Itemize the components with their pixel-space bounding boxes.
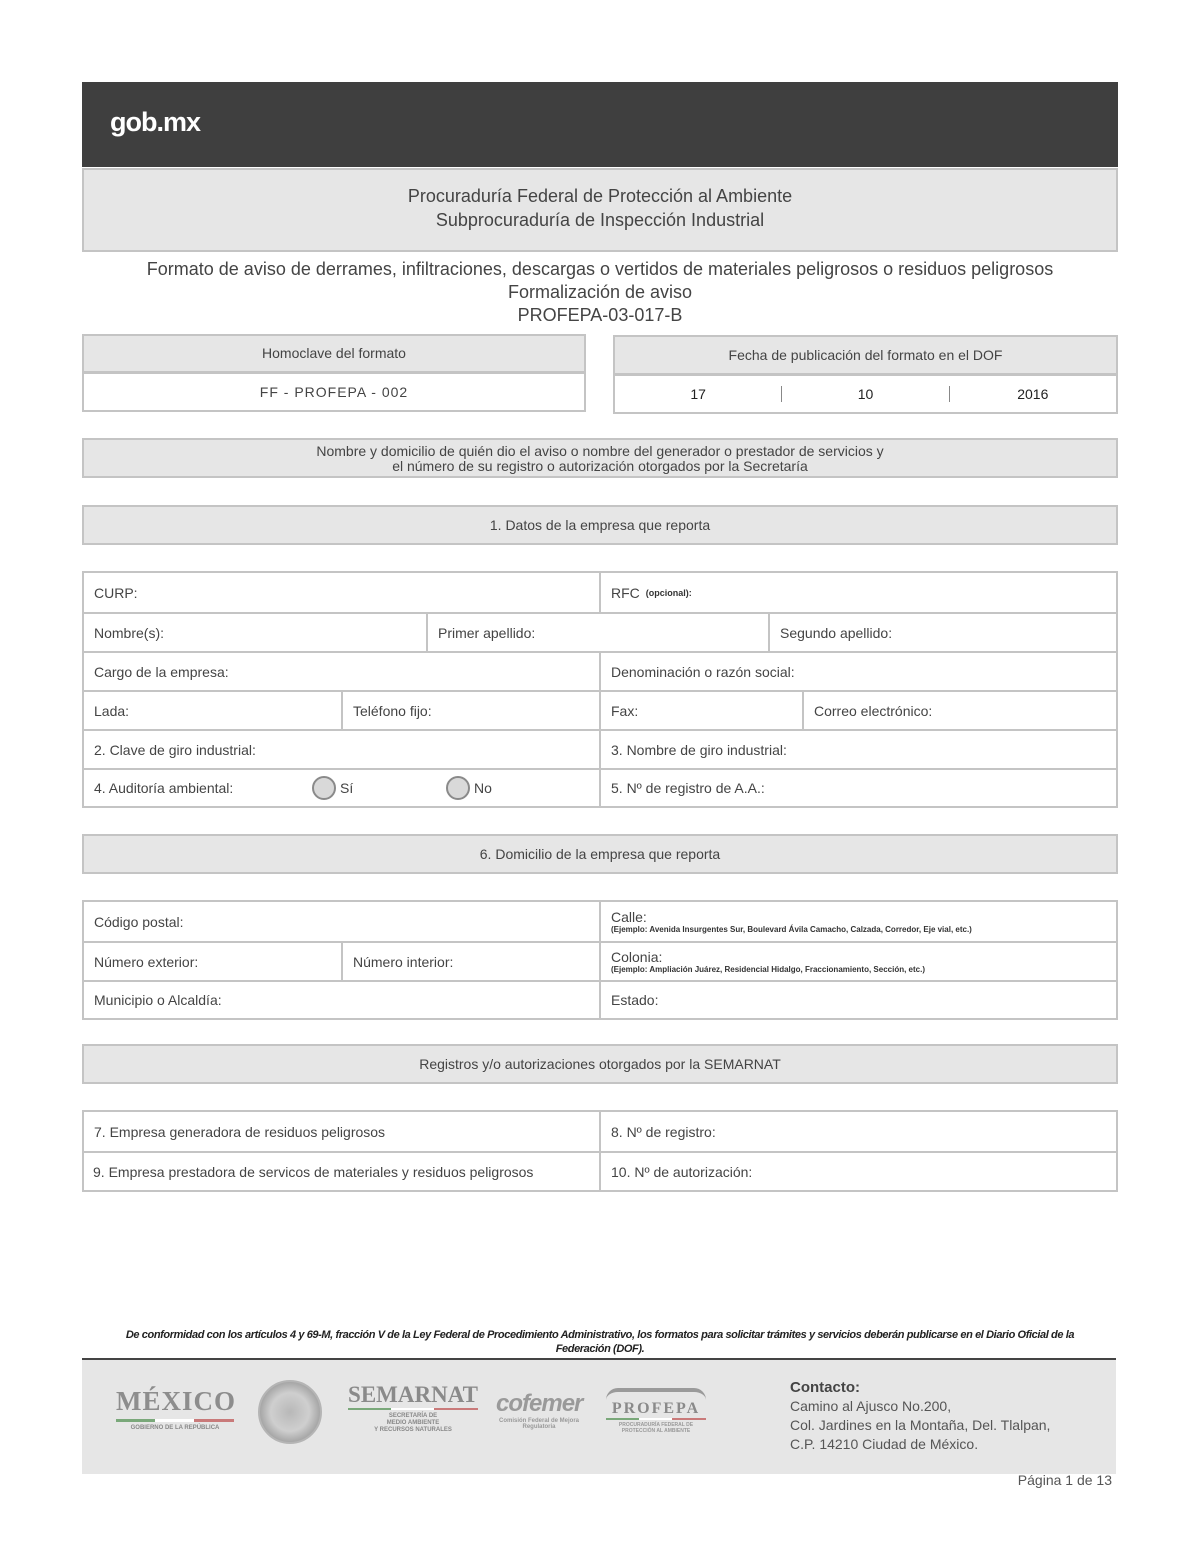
auditoria-field [84,770,599,806]
section6-title: 6. Domicilio de la empresa que reporta [82,834,1118,874]
footer-band [82,1360,1116,1474]
fecha-day: 17 [690,386,706,402]
homoclave-value: FF - PROFEPA - 002 [82,372,586,412]
nombre-domicilio-bar [82,438,1118,478]
calle-field[interactable] [599,902,1116,941]
segundo-apellido-label: Segundo apellido: [780,624,893,641]
mexico-logo-text: MÉXICO [116,1386,236,1416]
curp-label: CURP: [94,584,138,601]
semarnat-logo-sub3: Y RECURSOS NATURALES [374,1427,452,1433]
nombre-bar-line2: el número de su registro o autorización otorgados por la Secretaría [392,458,808,474]
prestadora-field[interactable] [84,1153,599,1190]
table-row [84,573,1116,612]
registro-aa-field[interactable] [599,770,1116,806]
legal-notice: De conformidad con los artículos 4 y 69-M, fracción V de la Ley Federal de Procedimiento Administrativo, los formatos para solicitar trámites y servicios deberán publicarse en el Diario Oficial de la Federación (DOF). [125,1329,1075,1355]
nombre-giro-label: 3. Nombre de giro industrial: [611,741,787,758]
semarnat-logo [348,1382,478,1434]
lada-label: Lada: [94,702,130,719]
colonia-label: Colonia: [611,949,663,965]
calle-label: Calle: [611,909,647,925]
semarnat-logo-sub2: MEDIO AMBIENTE [386,1420,440,1426]
table-row [84,980,1116,1018]
codigo-postal-label: Código postal: [94,913,184,930]
homoclave-label: Homoclave del formato [82,334,586,373]
cargo-field[interactable] [84,653,599,690]
fecha-label: Fecha de publicación del formato en el DOF [613,335,1118,375]
fecha-year: 2016 [1017,386,1049,402]
primer-apellido-field[interactable] [426,614,768,651]
cargo-label: Cargo de la empresa: [94,663,229,680]
colonia-example-note: (Ejemplo: Ampliación Juárez, Residencial Hidalgo, Fraccionamiento, Sección, etc.) [611,965,926,974]
nombres-field[interactable] [84,614,426,651]
num-autorizacion-label: 10. Nº de autorización: [611,1163,753,1180]
rfc-label: RFC [611,584,640,601]
mexico-logo-sub: GOBIERNO DE LA REPÚBLICA [130,1425,220,1431]
num-exterior-label: Número exterior: [94,953,199,970]
primer-apellido-label: Primer apellido: [438,624,536,641]
profepa-logo [606,1388,706,1434]
correo-label: Correo electrónico: [814,702,933,719]
generadora-field[interactable] [84,1112,599,1151]
form-code: PROFEPA-03-017-B [517,305,683,325]
radio-no-label: No [474,780,492,796]
colonia-field[interactable] [599,943,1116,980]
table-row [84,612,1116,651]
fax-field[interactable] [599,692,802,729]
table-row [84,1112,1116,1151]
codigo-postal-field[interactable] [84,902,599,941]
flag-stripe [116,1419,234,1422]
num-autorizacion-field[interactable] [599,1153,1116,1190]
profepa-arc-icon [606,1388,706,1400]
num-exterior-field[interactable] [84,943,341,980]
contact-address-line3: C.P. 14210 Ciudad de México. [790,1436,979,1452]
rfc-optional-note: (opcional): [645,587,692,598]
agency-name: Procuraduría Federal de Protección al Ambiente [407,186,793,206]
num-interior-label: Número interior: [353,953,454,970]
segundo-apellido-field[interactable] [768,614,1116,651]
form-title-sub: Formalización de aviso [507,282,693,302]
telefono-field[interactable] [341,692,599,729]
semarnat-logo-sub1: SECRETARÍA DE [388,1413,438,1419]
fecha-month: 10 [857,386,874,402]
national-seal-icon [258,1380,322,1444]
nombre-giro-field[interactable] [599,731,1116,768]
nombres-label: Nombre(s): [94,624,165,641]
clave-giro-label: 2. Clave de giro industrial: [94,741,256,758]
generadora-label: 7. Empresa generadora de residuos peligrosos [94,1123,386,1140]
registro-aa-label: 5. Nº de registro de A.A.: [611,780,765,796]
mexico-logo [116,1386,234,1431]
estado-field[interactable] [599,982,1116,1018]
cofemer-logo-sub: Comisión Federal de Mejora Regulatoria [498,1418,580,1430]
flag-stripe [348,1408,478,1410]
calle-example-note: (Ejemplo: Avenida Insurgentes Sur, Boulevard Ávila Camacho, Calzada, Corredor, Eje vial, etc.) [611,925,972,934]
municipio-label: Municipio o Alcaldía: [94,992,222,1008]
contact-address-line2: Col. Jardines en la Montaña, Del. Tlalpan, [790,1417,1051,1433]
flag-stripe [606,1418,706,1420]
estado-label: Estado: [611,992,659,1008]
lada-field[interactable] [84,692,341,729]
section1-title: 1. Datos de la empresa que reporta [82,505,1118,545]
company-data-table [82,571,1118,808]
agency-box [82,168,1118,252]
contact-title: Contacto: [790,1379,860,1396]
num-interior-field[interactable] [341,943,599,980]
registros-table [82,1110,1118,1192]
table-row [84,902,1116,941]
radio-si-label: Sí [340,780,354,796]
num-registro-label: 8. Nº de registro: [611,1123,716,1140]
clave-giro-field[interactable] [84,731,599,768]
cofemer-logo-text: cofemer [496,1390,583,1417]
curp-field[interactable] [84,573,599,612]
rfc-field[interactable] [599,573,1116,612]
table-row [84,768,1116,806]
denominacion-field[interactable] [599,653,1116,690]
radio-no[interactable] [446,776,470,800]
table-row [84,941,1116,980]
profepa-logo-sub: PROCURADURÍA FEDERAL DE PROTECCIÓN AL AMBIENTE [618,1422,694,1434]
cofemer-logo [496,1390,582,1430]
profepa-logo-text: PROFEPA [611,1400,701,1417]
table-row [84,729,1116,768]
address-table [82,900,1118,1020]
gob-mx-logo: gob.mx [110,107,201,137]
denominacion-label: Denominación o razón social: [611,663,795,680]
fax-label: Fax: [611,702,639,719]
radio-si[interactable] [312,776,336,800]
municipio-field[interactable] [84,982,599,1018]
page-number: Página 1 de 13 [1017,1472,1112,1488]
table-row [84,1151,1116,1190]
sub-agency-name: Subprocuraduría de Inspección Industrial [435,210,765,230]
nombre-bar-line1: Nombre y domicilio de quién dio el aviso o nombre del generador o prestador de servicios y [316,443,884,459]
prestadora-label: 9. Empresa prestadora de servicos de materiales y residuos peligrosos [93,1163,534,1180]
table-row [84,651,1116,690]
correo-field[interactable] [802,692,1116,729]
form-title-main: Formato de aviso de derrames, infiltraciones, descargas o vertidos de materiales peligrosos o residuos peligrosos [146,259,1054,279]
table-row [84,690,1116,729]
telefono-label: Teléfono fijo: [353,702,432,719]
contact-block [790,1378,1050,1454]
semarnat-logo-text: SEMARNAT [348,1382,478,1407]
auditoria-label: 4. Auditoría ambiental: [94,780,234,796]
gob-header-bar [82,82,1118,167]
num-registro-field[interactable] [599,1112,1116,1151]
registros-title: Registros y/o autorizaciones otorgados por la SEMARNAT [82,1044,1118,1084]
form-title [82,258,1118,327]
fecha-value [613,374,1118,414]
contact-address-line1: Camino al Ajusco No.200, [790,1398,952,1414]
